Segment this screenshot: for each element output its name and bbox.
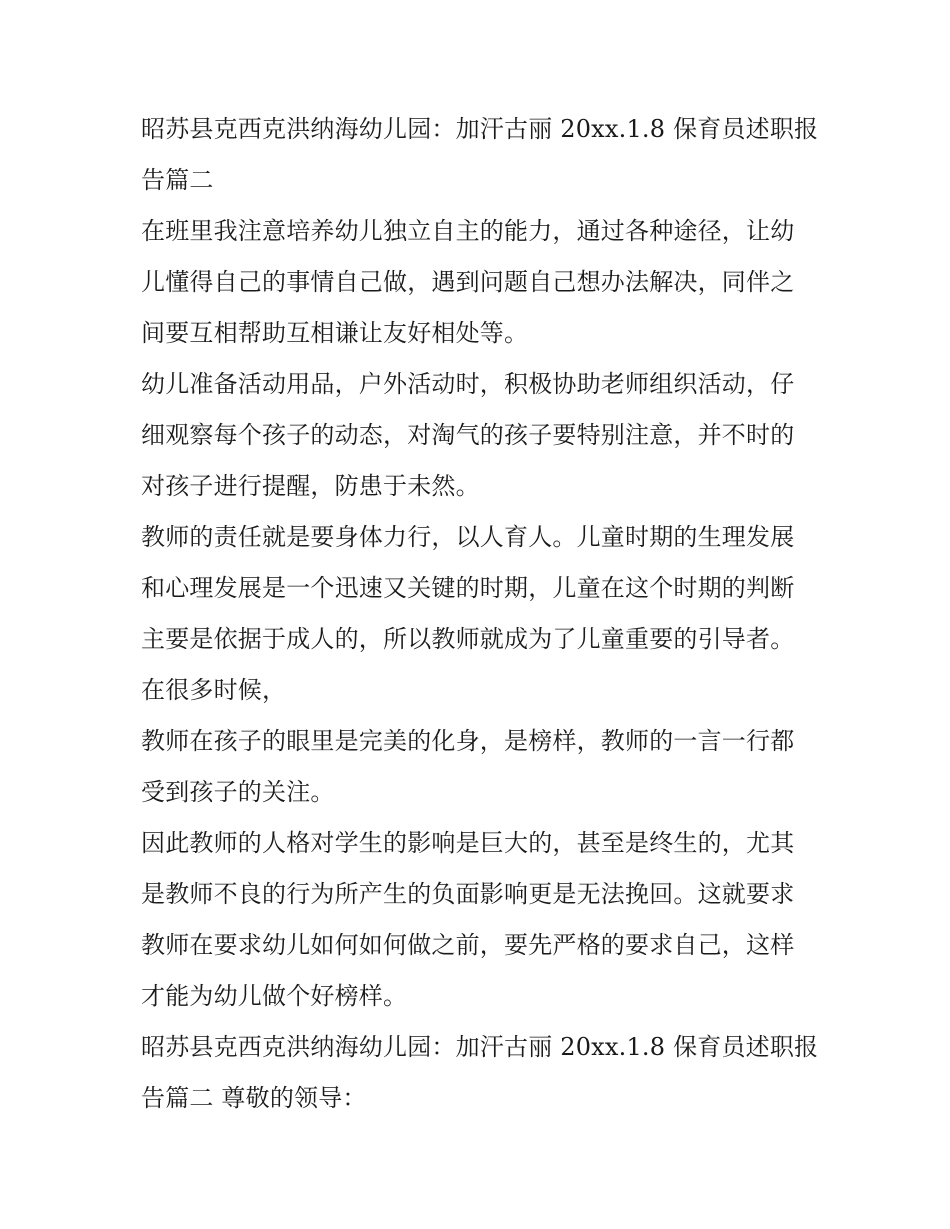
paragraph-teacher-responsibility: 教师的责任就是要身体力行，以人育人。儿童时期的生理发展 和心理发展是一个迅速又关键的时期，儿童在这个时期的判断 主要是依据于成人的，所以教师就成为了儿童重要的引导者。 — [141, 523, 795, 653]
paragraph-independence: 在班里我注意培养幼儿独立自主的能力，通过各种途径，让幼 儿懂得自己的事情自己做，遇到问题自己想办法解决，同伴之 间要互相帮助互相谦让友好相处等。 — [141, 217, 795, 347]
paragraph-activities: 幼儿准备活动用品，户外活动时，积极协助老师组织活动，仔 细观察每个孩子的动态，对淘气的孩子要特别注意，并不时的 对孩子进行提醒，防患于未然。 — [141, 370, 795, 500]
paragraph-many-times: 在很多时候， — [141, 676, 287, 704]
heading-paragraph: 昭苏县克西克洪纳海幼儿园：加汗古丽 20xx.1.8 保育员述职报 告篇二 — [141, 115, 819, 194]
document-body — [141, 104, 821, 1124]
closing-heading-paragraph: 昭苏县克西克洪纳海幼儿园：加汗古丽 20xx.1.8 保育员述职报 告篇二 尊敬的领导： — [141, 1033, 819, 1112]
paragraph-role-model: 教师在孩子的眼里是完美的化身，是榜样，教师的一言一行都 受到孩子的关注。 — [141, 727, 795, 806]
paragraph-teacher-influence: 因此教师的人格对学生的影响是巨大的，甚至是终生的，尤其 是教师不良的行为所产生的负面影响更是无法挽回。这就要求 教师在要求幼儿如何如何做之前，要先严格的要求自己，这样 才能为幼儿做个好榜样。 — [141, 829, 795, 1010]
